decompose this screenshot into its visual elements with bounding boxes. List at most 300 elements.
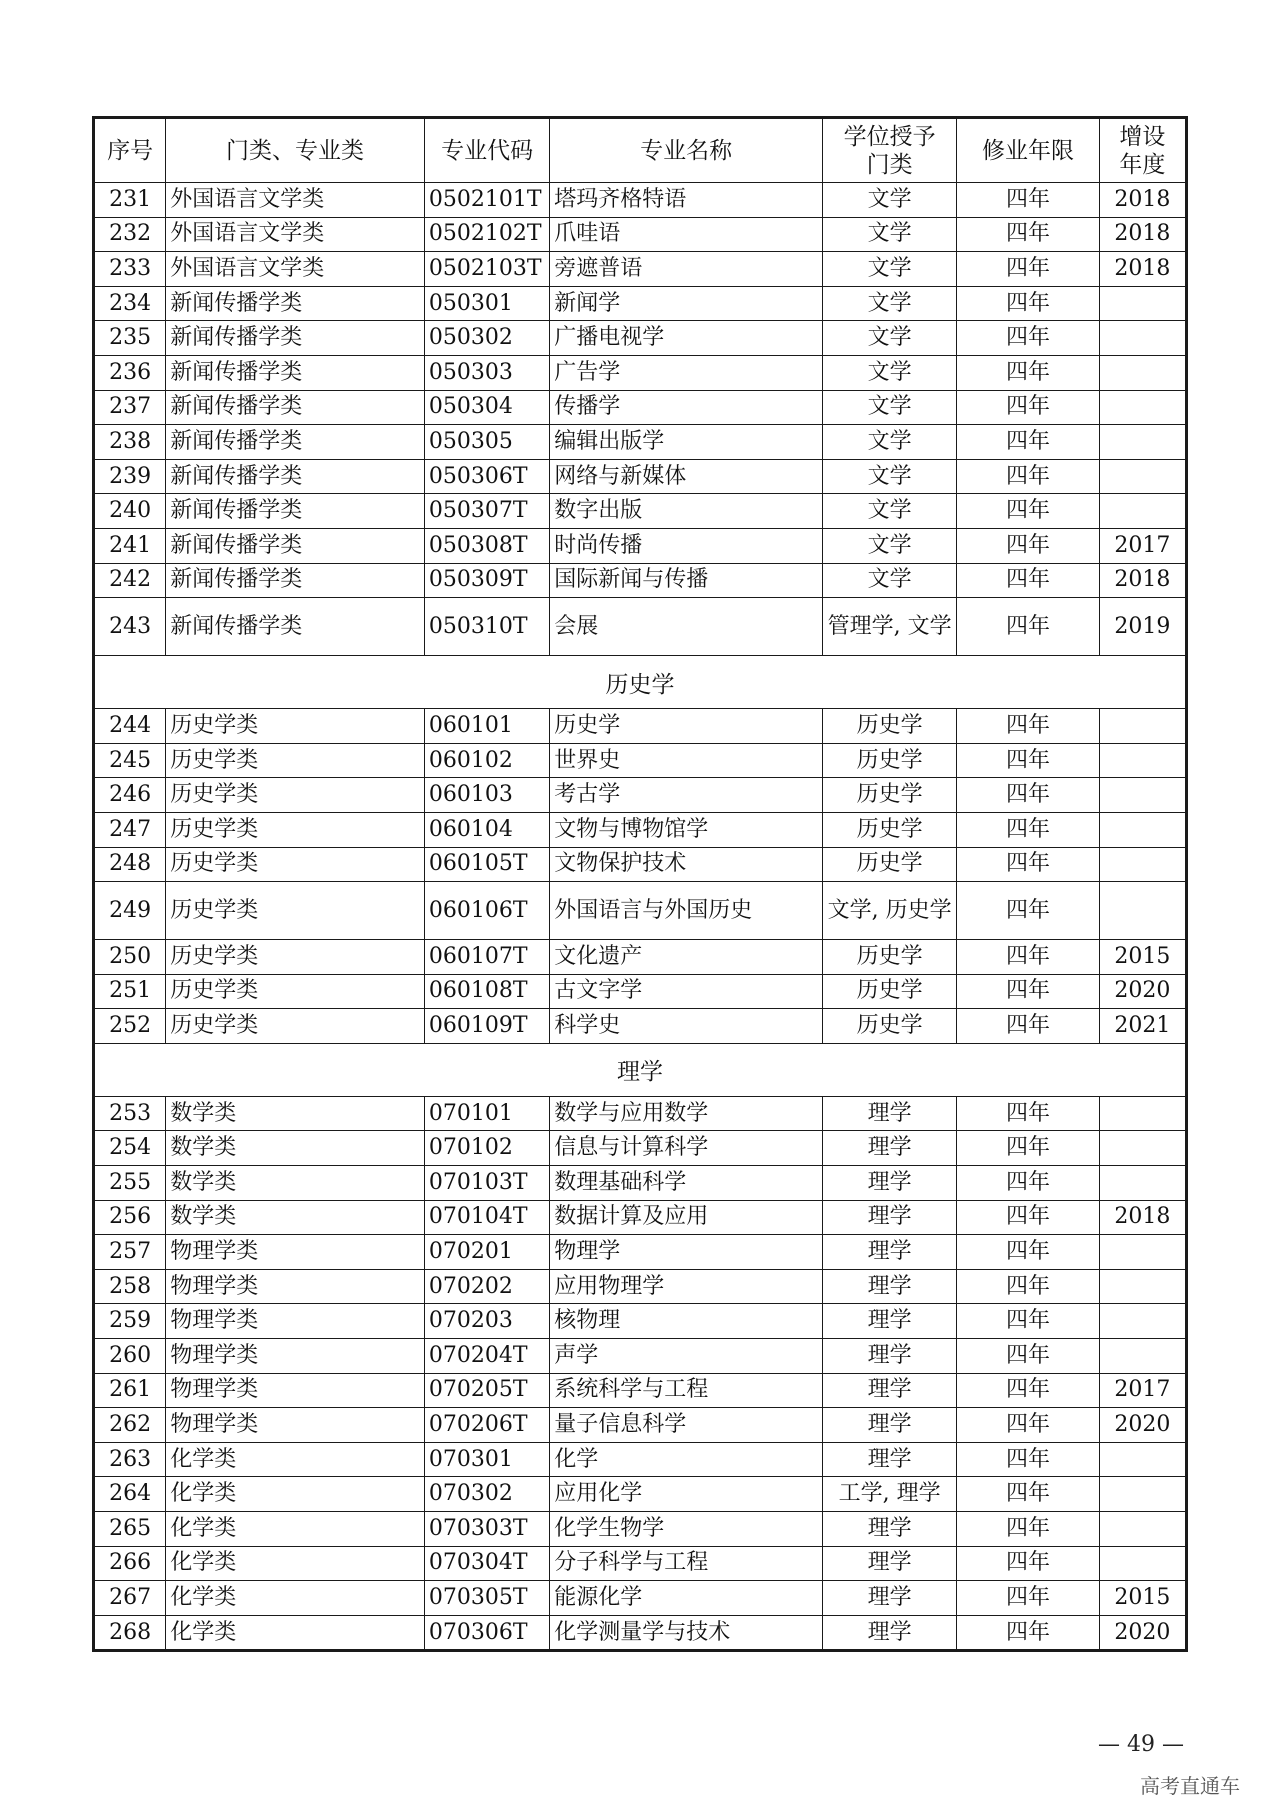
cell-degree: 理学 <box>822 1200 956 1235</box>
cell-name: 新闻学 <box>550 286 823 321</box>
cell-degree: 历史学 <box>822 709 956 744</box>
cell-added <box>1099 1304 1186 1339</box>
cell-degree: 文学 <box>822 286 956 321</box>
cell-code: 060108T <box>424 974 549 1009</box>
cell-no: 235 <box>94 321 166 356</box>
cell-years: 四年 <box>957 1269 1099 1304</box>
cell-code: 050306T <box>424 459 549 494</box>
cell-no: 263 <box>94 1442 166 1477</box>
cell-name: 应用化学 <box>550 1477 823 1512</box>
cell-code: 070104T <box>424 1200 549 1235</box>
cell-degree: 历史学 <box>822 847 956 882</box>
table-body <box>94 183 1187 1651</box>
table-row <box>94 425 1187 460</box>
cell-category: 新闻传播学类 <box>166 528 425 563</box>
cell-name: 数理基础科学 <box>550 1166 823 1201</box>
table-row <box>94 598 1187 656</box>
cell-name: 国际新闻与传播 <box>550 563 823 598</box>
cell-code: 050305 <box>424 425 549 460</box>
table-row <box>94 494 1187 529</box>
cell-added <box>1099 847 1186 882</box>
cell-no: 247 <box>94 812 166 847</box>
table-row <box>94 812 1187 847</box>
cell-added <box>1099 1442 1186 1477</box>
table-row <box>94 1200 1187 1235</box>
cell-added <box>1099 321 1186 356</box>
cell-name: 古文字学 <box>550 974 823 1009</box>
cell-code: 070305T <box>424 1581 549 1616</box>
cell-degree: 历史学 <box>822 974 956 1009</box>
cell-degree: 文学 <box>822 183 956 218</box>
cell-code: 060106T <box>424 882 549 940</box>
cell-years: 四年 <box>957 940 1099 975</box>
cell-name: 历史学 <box>550 709 823 744</box>
cell-years: 四年 <box>957 974 1099 1009</box>
cell-no: 248 <box>94 847 166 882</box>
cell-category: 历史学类 <box>166 812 425 847</box>
cell-years: 四年 <box>957 847 1099 882</box>
cell-category: 数学类 <box>166 1166 425 1201</box>
cell-no: 266 <box>94 1546 166 1581</box>
cell-code: 060105T <box>424 847 549 882</box>
table-row <box>94 390 1187 425</box>
table-row <box>94 1512 1187 1547</box>
table-row <box>94 1615 1187 1651</box>
cell-degree: 理学 <box>822 1166 956 1201</box>
cell-years: 四年 <box>957 321 1099 356</box>
cell-no: 255 <box>94 1166 166 1201</box>
cell-code: 070202 <box>424 1269 549 1304</box>
cell-added <box>1099 743 1186 778</box>
cell-degree: 理学 <box>822 1408 956 1443</box>
cell-no: 256 <box>94 1200 166 1235</box>
cell-added: 2019 <box>1099 598 1186 656</box>
cell-code: 050310T <box>424 598 549 656</box>
cell-category: 数学类 <box>166 1096 425 1131</box>
cell-name: 信息与计算科学 <box>550 1131 823 1166</box>
cell-added <box>1099 1269 1186 1304</box>
table-row <box>94 286 1187 321</box>
cell-no: 250 <box>94 940 166 975</box>
cell-years: 四年 <box>957 812 1099 847</box>
cell-name: 分子科学与工程 <box>550 1546 823 1581</box>
cell-added: 2018 <box>1099 217 1186 252</box>
cell-category: 化学类 <box>166 1477 425 1512</box>
cell-added <box>1099 459 1186 494</box>
cell-category: 外国语言文学类 <box>166 183 425 218</box>
cell-name: 传播学 <box>550 390 823 425</box>
cell-years: 四年 <box>957 425 1099 460</box>
cell-years: 四年 <box>957 1200 1099 1235</box>
header-code: 专业代码 <box>424 118 549 183</box>
cell-years: 四年 <box>957 1581 1099 1616</box>
table-row <box>94 1339 1187 1374</box>
section-heading-row <box>94 1043 1187 1096</box>
cell-no: 239 <box>94 459 166 494</box>
cell-added: 2015 <box>1099 1581 1186 1616</box>
table-row <box>94 217 1187 252</box>
table-row <box>94 778 1187 813</box>
cell-no: 259 <box>94 1304 166 1339</box>
cell-category: 物理学类 <box>166 1304 425 1339</box>
cell-no: 243 <box>94 598 166 656</box>
cell-degree: 理学 <box>822 1546 956 1581</box>
cell-category: 化学类 <box>166 1615 425 1651</box>
cell-code: 050303 <box>424 355 549 390</box>
cell-years: 四年 <box>957 1442 1099 1477</box>
table-row <box>94 1009 1187 1044</box>
cell-name: 量子信息科学 <box>550 1408 823 1443</box>
table-row <box>94 1546 1187 1581</box>
cell-years: 四年 <box>957 1009 1099 1044</box>
cell-name: 网络与新媒体 <box>550 459 823 494</box>
cell-years: 四年 <box>957 1339 1099 1374</box>
cell-no: 246 <box>94 778 166 813</box>
cell-years: 四年 <box>957 494 1099 529</box>
cell-years: 四年 <box>957 1477 1099 1512</box>
cell-category: 历史学类 <box>166 743 425 778</box>
table-row <box>94 528 1187 563</box>
cell-degree: 理学 <box>822 1512 956 1547</box>
cell-degree: 历史学 <box>822 778 956 813</box>
cell-code: 0502101T <box>424 183 549 218</box>
cell-degree: 管理学, 文学 <box>822 598 956 656</box>
cell-code: 050309T <box>424 563 549 598</box>
table-row <box>94 940 1187 975</box>
cell-degree: 历史学 <box>822 743 956 778</box>
cell-name: 科学史 <box>550 1009 823 1044</box>
cell-name: 广告学 <box>550 355 823 390</box>
cell-category: 化学类 <box>166 1512 425 1547</box>
cell-degree: 理学 <box>822 1442 956 1477</box>
cell-category: 物理学类 <box>166 1235 425 1270</box>
cell-category: 新闻传播学类 <box>166 321 425 356</box>
cell-added: 2018 <box>1099 183 1186 218</box>
cell-code: 050301 <box>424 286 549 321</box>
cell-category: 历史学类 <box>166 847 425 882</box>
cell-added <box>1099 425 1186 460</box>
cell-added <box>1099 1235 1186 1270</box>
cell-years: 四年 <box>957 1546 1099 1581</box>
cell-degree: 理学 <box>822 1304 956 1339</box>
table-row <box>94 252 1187 287</box>
cell-degree: 文学 <box>822 563 956 598</box>
cell-code: 070102 <box>424 1131 549 1166</box>
cell-code: 070101 <box>424 1096 549 1131</box>
cell-added <box>1099 778 1186 813</box>
cell-category: 新闻传播学类 <box>166 459 425 494</box>
cell-no: 245 <box>94 743 166 778</box>
cell-years: 四年 <box>957 183 1099 218</box>
cell-name: 数字出版 <box>550 494 823 529</box>
cell-code: 0502102T <box>424 217 549 252</box>
cell-name: 数据计算及应用 <box>550 1200 823 1235</box>
cell-name: 会展 <box>550 598 823 656</box>
cell-added <box>1099 1339 1186 1374</box>
cell-years: 四年 <box>957 1096 1099 1131</box>
section-title: 理学 <box>94 1043 1187 1096</box>
table-row <box>94 1442 1187 1477</box>
cell-no: 260 <box>94 1339 166 1374</box>
cell-category: 历史学类 <box>166 1009 425 1044</box>
cell-name: 爪哇语 <box>550 217 823 252</box>
cell-added <box>1099 1546 1186 1581</box>
cell-years: 四年 <box>957 528 1099 563</box>
cell-degree: 历史学 <box>822 940 956 975</box>
cell-years: 四年 <box>957 459 1099 494</box>
cell-added <box>1099 709 1186 744</box>
cell-name: 文物保护技术 <box>550 847 823 882</box>
cell-no: 261 <box>94 1373 166 1408</box>
cell-category: 历史学类 <box>166 974 425 1009</box>
cell-years: 四年 <box>957 1235 1099 1270</box>
cell-added: 2018 <box>1099 1200 1186 1235</box>
cell-degree: 理学 <box>822 1096 956 1131</box>
cell-degree: 理学 <box>822 1339 956 1374</box>
cell-years: 四年 <box>957 252 1099 287</box>
cell-no: 240 <box>94 494 166 529</box>
cell-no: 251 <box>94 974 166 1009</box>
cell-degree: 理学 <box>822 1235 956 1270</box>
cell-no: 267 <box>94 1581 166 1616</box>
cell-category: 新闻传播学类 <box>166 563 425 598</box>
header-years: 修业年限 <box>957 118 1099 183</box>
cell-category: 化学类 <box>166 1546 425 1581</box>
cell-years: 四年 <box>957 1131 1099 1166</box>
header-category: 门类、专业类 <box>166 118 425 183</box>
table-row <box>94 1408 1187 1443</box>
cell-degree: 文学 <box>822 425 956 460</box>
cell-degree: 文学 <box>822 355 956 390</box>
cell-name: 塔玛齐格特语 <box>550 183 823 218</box>
cell-code: 070306T <box>424 1615 549 1651</box>
cell-no: 257 <box>94 1235 166 1270</box>
cell-name: 化学 <box>550 1442 823 1477</box>
cell-years: 四年 <box>957 217 1099 252</box>
table-row <box>94 974 1187 1009</box>
cell-name: 应用物理学 <box>550 1269 823 1304</box>
cell-category: 历史学类 <box>166 778 425 813</box>
cell-no: 254 <box>94 1131 166 1166</box>
cell-years: 四年 <box>957 1615 1099 1651</box>
cell-years: 四年 <box>957 355 1099 390</box>
cell-category: 外国语言文学类 <box>166 252 425 287</box>
cell-code: 050304 <box>424 390 549 425</box>
cell-category: 新闻传播学类 <box>166 355 425 390</box>
table-row <box>94 355 1187 390</box>
cell-code: 070103T <box>424 1166 549 1201</box>
cell-added: 2017 <box>1099 1373 1186 1408</box>
header-name: 专业名称 <box>550 118 823 183</box>
cell-no: 231 <box>94 183 166 218</box>
table-row <box>94 1373 1187 1408</box>
table-header-row <box>94 118 1187 183</box>
table-row <box>94 1235 1187 1270</box>
cell-code: 060109T <box>424 1009 549 1044</box>
cell-added <box>1099 355 1186 390</box>
cell-years: 四年 <box>957 1166 1099 1201</box>
section-title: 历史学 <box>94 656 1187 709</box>
table-row <box>94 1477 1187 1512</box>
cell-name: 考古学 <box>550 778 823 813</box>
table-row <box>94 321 1187 356</box>
cell-code: 070203 <box>424 1304 549 1339</box>
cell-name: 系统科学与工程 <box>550 1373 823 1408</box>
cell-name: 旁遮普语 <box>550 252 823 287</box>
cell-no: 238 <box>94 425 166 460</box>
cell-code: 060103 <box>424 778 549 813</box>
cell-name: 化学测量学与技术 <box>550 1615 823 1651</box>
cell-code: 070304T <box>424 1546 549 1581</box>
cell-degree: 理学 <box>822 1581 956 1616</box>
cell-no: 241 <box>94 528 166 563</box>
cell-degree: 文学 <box>822 494 956 529</box>
cell-category: 物理学类 <box>166 1373 425 1408</box>
cell-added: 2017 <box>1099 528 1186 563</box>
cell-added <box>1099 1477 1186 1512</box>
table-row <box>94 1166 1187 1201</box>
cell-name: 编辑出版学 <box>550 425 823 460</box>
cell-added: 2020 <box>1099 974 1186 1009</box>
table-row <box>94 1096 1187 1131</box>
cell-no: 258 <box>94 1269 166 1304</box>
header-added: 增设年度 <box>1099 118 1186 183</box>
header-degree: 学位授予门类 <box>822 118 956 183</box>
cell-code: 070303T <box>424 1512 549 1547</box>
cell-added: 2015 <box>1099 940 1186 975</box>
cell-category: 新闻传播学类 <box>166 390 425 425</box>
cell-code: 070201 <box>424 1235 549 1270</box>
cell-years: 四年 <box>957 709 1099 744</box>
cell-no: 268 <box>94 1615 166 1651</box>
table-row <box>94 563 1187 598</box>
cell-degree: 文学, 历史学 <box>822 882 956 940</box>
cell-added: 2020 <box>1099 1615 1186 1651</box>
cell-years: 四年 <box>957 743 1099 778</box>
cell-no: 232 <box>94 217 166 252</box>
cell-category: 历史学类 <box>166 882 425 940</box>
cell-degree: 文学 <box>822 321 956 356</box>
cell-added <box>1099 1166 1186 1201</box>
cell-degree: 历史学 <box>822 812 956 847</box>
cell-years: 四年 <box>957 563 1099 598</box>
cell-added <box>1099 1096 1186 1131</box>
table-row <box>94 709 1187 744</box>
cell-category: 化学类 <box>166 1442 425 1477</box>
cell-degree: 理学 <box>822 1373 956 1408</box>
cell-name: 广播电视学 <box>550 321 823 356</box>
cell-name: 时尚传播 <box>550 528 823 563</box>
cell-name: 核物理 <box>550 1304 823 1339</box>
cell-degree: 理学 <box>822 1269 956 1304</box>
cell-category: 新闻传播学类 <box>166 494 425 529</box>
table-row <box>94 1269 1187 1304</box>
cell-code: 0502103T <box>424 252 549 287</box>
cell-category: 物理学类 <box>166 1269 425 1304</box>
cell-no: 237 <box>94 390 166 425</box>
cell-degree: 文学 <box>822 217 956 252</box>
cell-degree: 工学, 理学 <box>822 1477 956 1512</box>
cell-code: 060107T <box>424 940 549 975</box>
cell-no: 262 <box>94 1408 166 1443</box>
cell-name: 外国语言与外国历史 <box>550 882 823 940</box>
cell-no: 233 <box>94 252 166 287</box>
cell-category: 历史学类 <box>166 709 425 744</box>
page-number: — 49 — <box>1098 1732 1184 1757</box>
cell-code: 060101 <box>424 709 549 744</box>
cell-added <box>1099 494 1186 529</box>
cell-category: 数学类 <box>166 1200 425 1235</box>
cell-code: 070204T <box>424 1339 549 1374</box>
cell-category: 历史学类 <box>166 940 425 975</box>
cell-code: 070301 <box>424 1442 549 1477</box>
cell-years: 四年 <box>957 882 1099 940</box>
header-no: 序号 <box>94 118 166 183</box>
cell-years: 四年 <box>957 286 1099 321</box>
cell-added: 2021 <box>1099 1009 1186 1044</box>
cell-years: 四年 <box>957 778 1099 813</box>
table-row <box>94 1581 1187 1616</box>
table-row <box>94 1304 1187 1339</box>
cell-degree: 文学 <box>822 459 956 494</box>
table-row <box>94 743 1187 778</box>
cell-category: 新闻传播学类 <box>166 286 425 321</box>
cell-code: 070302 <box>424 1477 549 1512</box>
cell-degree: 文学 <box>822 528 956 563</box>
cell-added <box>1099 286 1186 321</box>
cell-no: 249 <box>94 882 166 940</box>
cell-added <box>1099 390 1186 425</box>
cell-years: 四年 <box>957 1408 1099 1443</box>
cell-code: 050307T <box>424 494 549 529</box>
cell-years: 四年 <box>957 1512 1099 1547</box>
cell-category: 数学类 <box>166 1131 425 1166</box>
cell-no: 234 <box>94 286 166 321</box>
table-row <box>94 1131 1187 1166</box>
cell-added <box>1099 1512 1186 1547</box>
cell-name: 文物与博物馆学 <box>550 812 823 847</box>
table-row <box>94 183 1187 218</box>
table-row <box>94 459 1187 494</box>
table-row <box>94 847 1187 882</box>
cell-no: 264 <box>94 1477 166 1512</box>
cell-category: 物理学类 <box>166 1408 425 1443</box>
cell-no: 252 <box>94 1009 166 1044</box>
cell-no: 253 <box>94 1096 166 1131</box>
cell-added <box>1099 882 1186 940</box>
cell-no: 265 <box>94 1512 166 1547</box>
cell-name: 化学生物学 <box>550 1512 823 1547</box>
cell-category: 新闻传播学类 <box>166 598 425 656</box>
cell-no: 236 <box>94 355 166 390</box>
cell-added: 2018 <box>1099 563 1186 598</box>
cell-no: 244 <box>94 709 166 744</box>
cell-years: 四年 <box>957 1373 1099 1408</box>
cell-code: 060104 <box>424 812 549 847</box>
cell-degree: 理学 <box>822 1131 956 1166</box>
cell-degree: 历史学 <box>822 1009 956 1044</box>
cell-added: 2020 <box>1099 1408 1186 1443</box>
cell-name: 文化遗产 <box>550 940 823 975</box>
watermark: 高考直通车 <box>1140 1774 1240 1798</box>
cell-name: 数学与应用数学 <box>550 1096 823 1131</box>
cell-added <box>1099 812 1186 847</box>
table-row <box>94 882 1187 940</box>
cell-name: 能源化学 <box>550 1581 823 1616</box>
cell-added: 2018 <box>1099 252 1186 287</box>
cell-name: 声学 <box>550 1339 823 1374</box>
cell-no: 242 <box>94 563 166 598</box>
